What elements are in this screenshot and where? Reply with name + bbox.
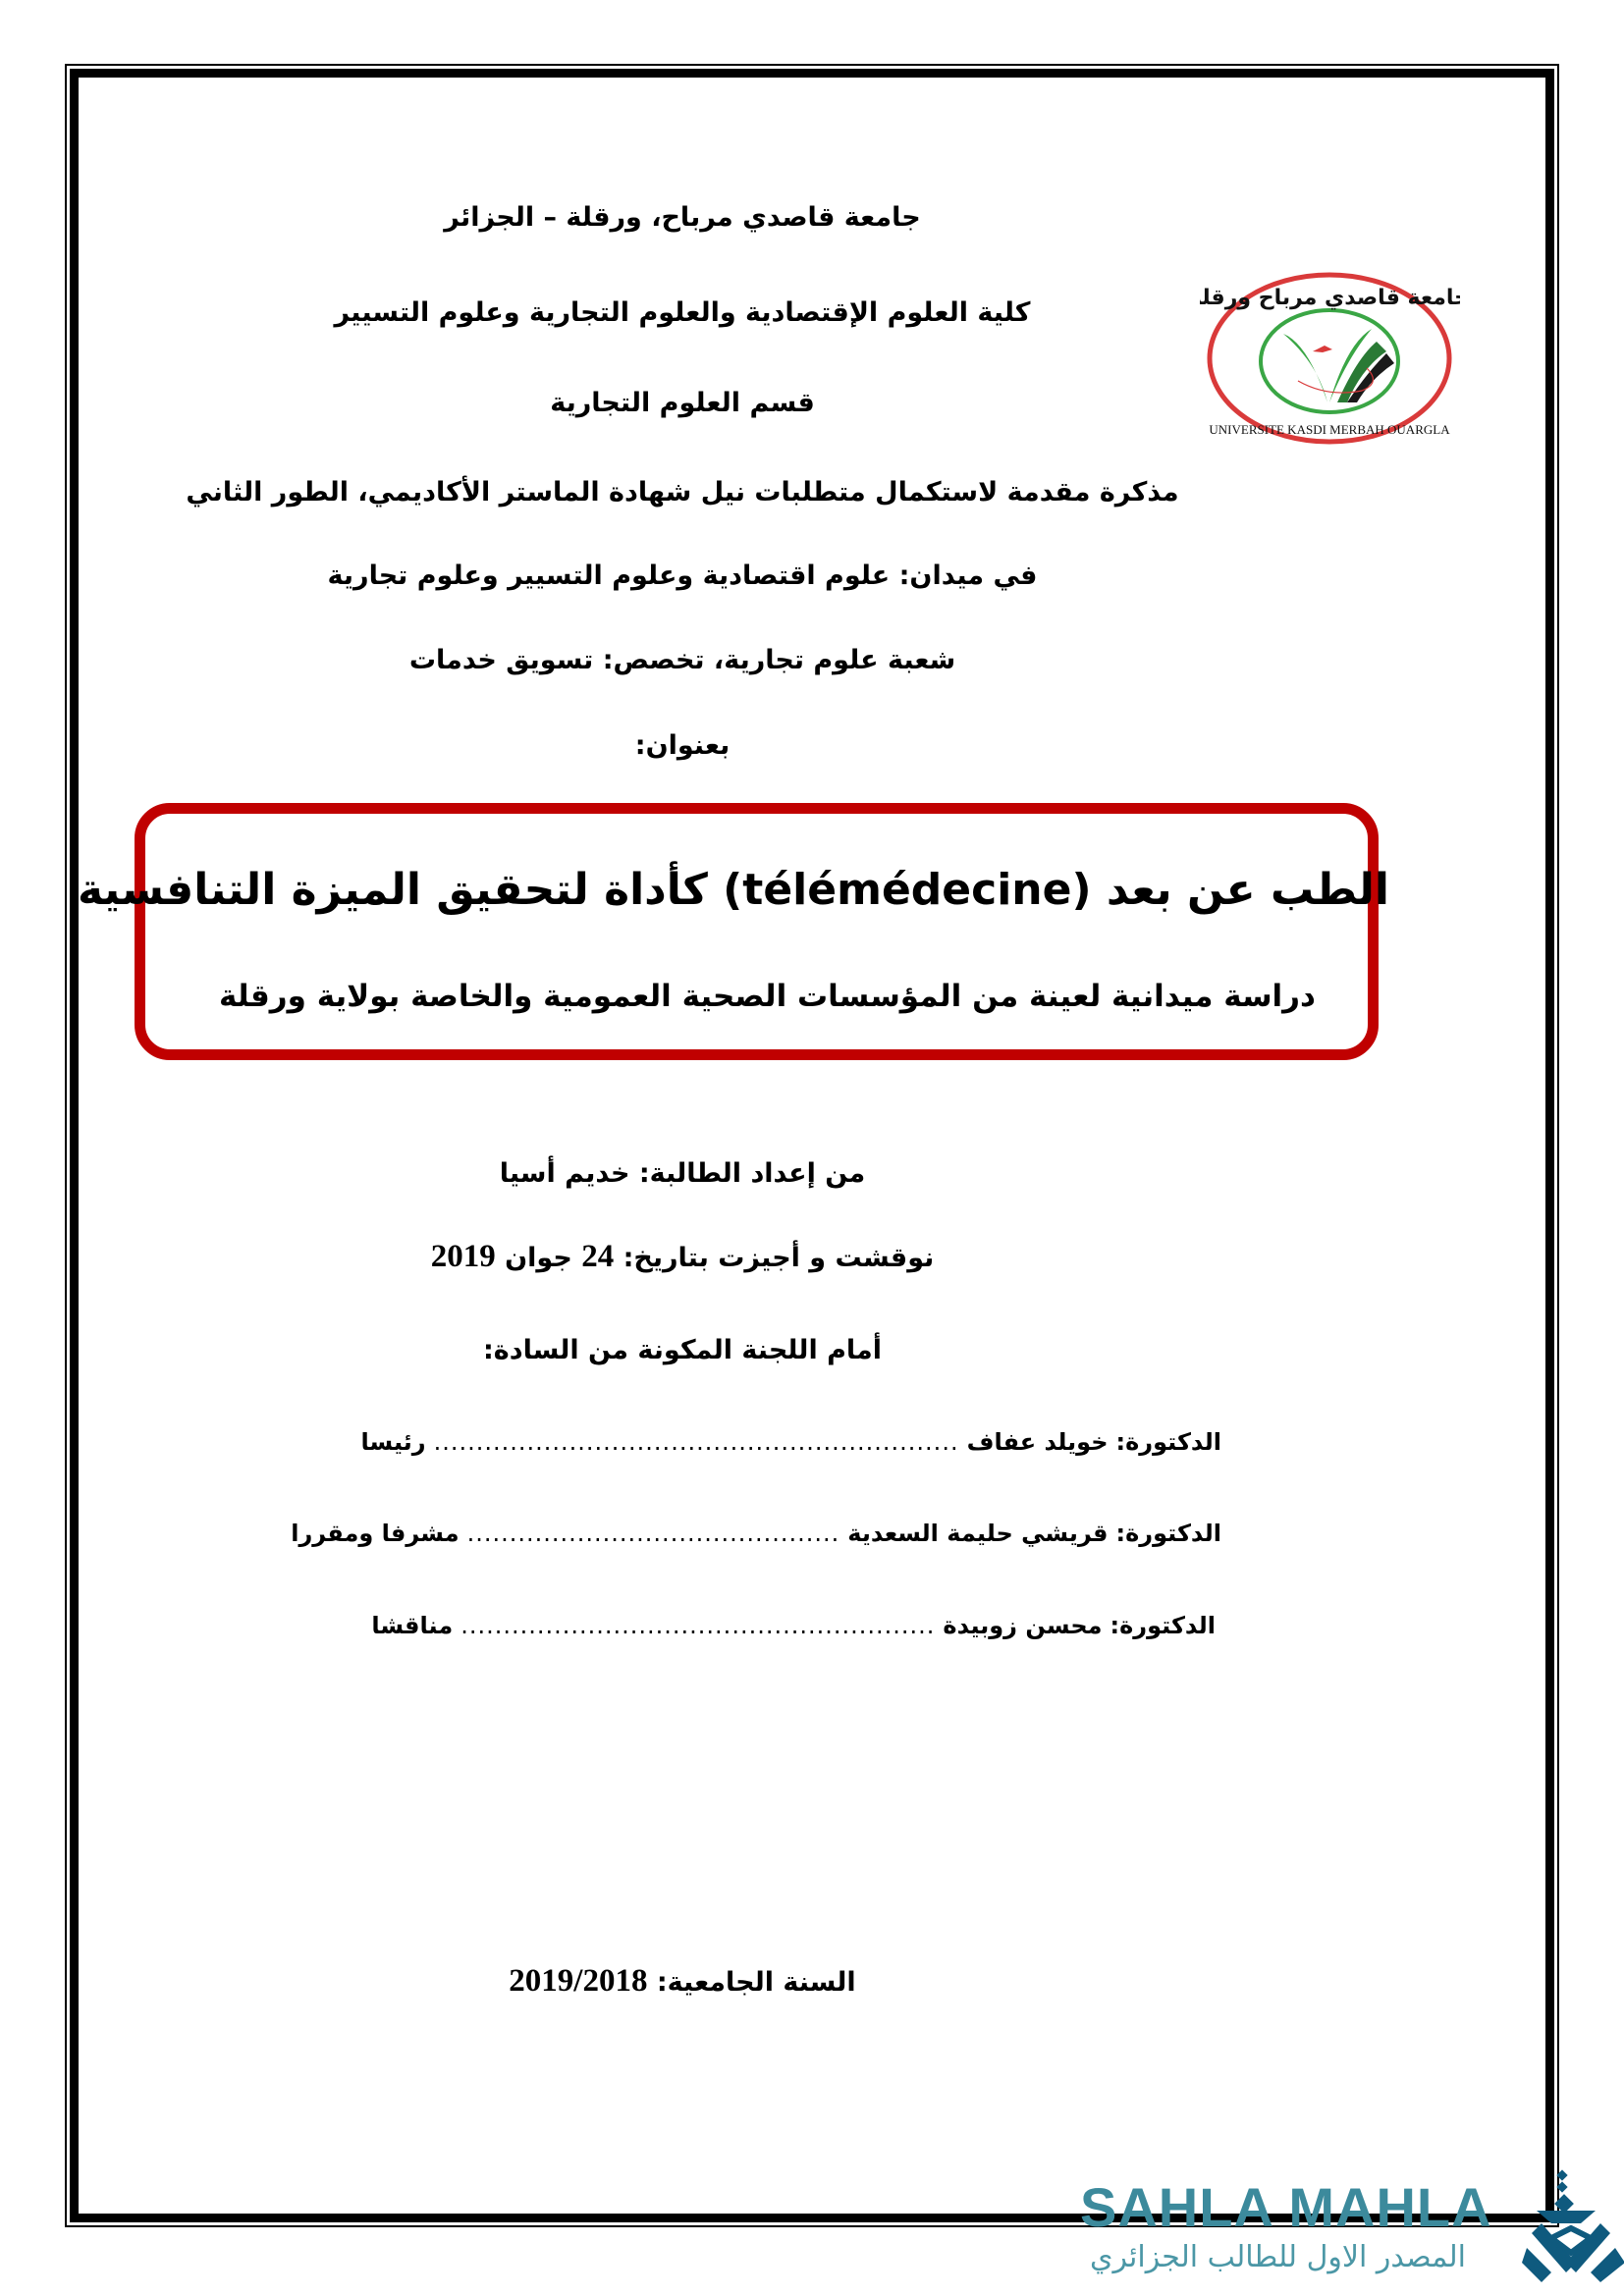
defense-label: نوقشت و أجيزت بتاريخ: [623,1243,935,1273]
academic-year-label: السنة الجامعية: [656,1967,856,1998]
member-role: مشرفا ومقررا [291,1520,460,1547]
member-name: خويلد عفاف [966,1428,1109,1456]
logo-arabic-text: جامعة قاصدي مرباح ورقلة [1200,286,1460,310]
member-role: مناقشا [371,1612,454,1639]
student-name: خديم أسيا [499,1158,630,1189]
student-line [0,1158,1624,1189]
student-label: من إعداد الطالبة: [638,1158,866,1189]
member-title: الدكتورة: [1110,1612,1216,1639]
thesis-purpose: مذكرة مقدمة لاستكمال متطلبات نيل شهادة الماستر الأكاديمي، الطور الثاني [186,477,1179,507]
member-title: الدكتورة: [1115,1428,1221,1456]
svg-text:UNIVERSITE KASDI MERBAH OUARGL: UNIVERSITE KASDI MERBAH OUARGLA [1209,422,1450,437]
watermark-brand: SAHLA MAHLA [1080,2176,1492,2238]
branch-specialty: شعبة علوم تجارية، تخصص: تسويق خدمات [408,645,956,675]
university-name: جامعة قاصدي مرباح، ورقلة – الجزائر [444,202,921,233]
member-name: محسن زوبيدة [943,1612,1103,1639]
defense-year: 2019 [430,1239,496,1274]
committee-member [371,1612,1216,1639]
defense-day: 24 [581,1239,615,1274]
academic-year-line [0,1963,1624,2000]
member-title: الدكتورة: [1115,1520,1221,1547]
member-name: قريشي حليمة السعدية [847,1520,1109,1547]
committee-member [361,1428,1221,1456]
university-logo [1200,265,1460,452]
sahla-mahla-watermark [1080,2169,1624,2296]
member-dots: .............................................................. [433,1428,959,1456]
watermark-calligraphy-icon [1522,2169,1624,2292]
faculty-name: كلية العلوم الإقتصادية والعلوم التجارية وعلوم التسيير [334,297,1031,328]
committee-member [291,1520,1221,1547]
title-label: بعنوان: [634,730,731,761]
thesis-subtitle: دراسة ميدانية لعينة من المؤسسات الصحية العمومية والخاصة بولاية ورقلة [219,979,1316,1014]
defense-date-line [0,1239,1624,1275]
member-dots: ........................................................ [460,1612,936,1639]
defense-month: جوان [505,1243,572,1273]
thesis-title-box [78,803,1389,1060]
field-of-study: في ميدان: علوم اقتصادية وعلوم التسيير وعلوم تجارية [327,561,1038,591]
committee-heading: أمام اللجنة المكونة من السادة: [482,1335,882,1365]
academic-year-value: 2019/2018 [509,1963,648,1999]
department-name: قسم العلوم التجارية [550,388,815,418]
thesis-title: الطب عن بعد (télémédecine) كأداة لتحقيق الميزة التنافسية [78,865,1389,915]
member-role: رئيسا [360,1428,426,1456]
member-dots: ............................................ [466,1520,840,1547]
watermark-tagline: المصدر الاول للطالب الجزائري [1090,2240,1466,2274]
